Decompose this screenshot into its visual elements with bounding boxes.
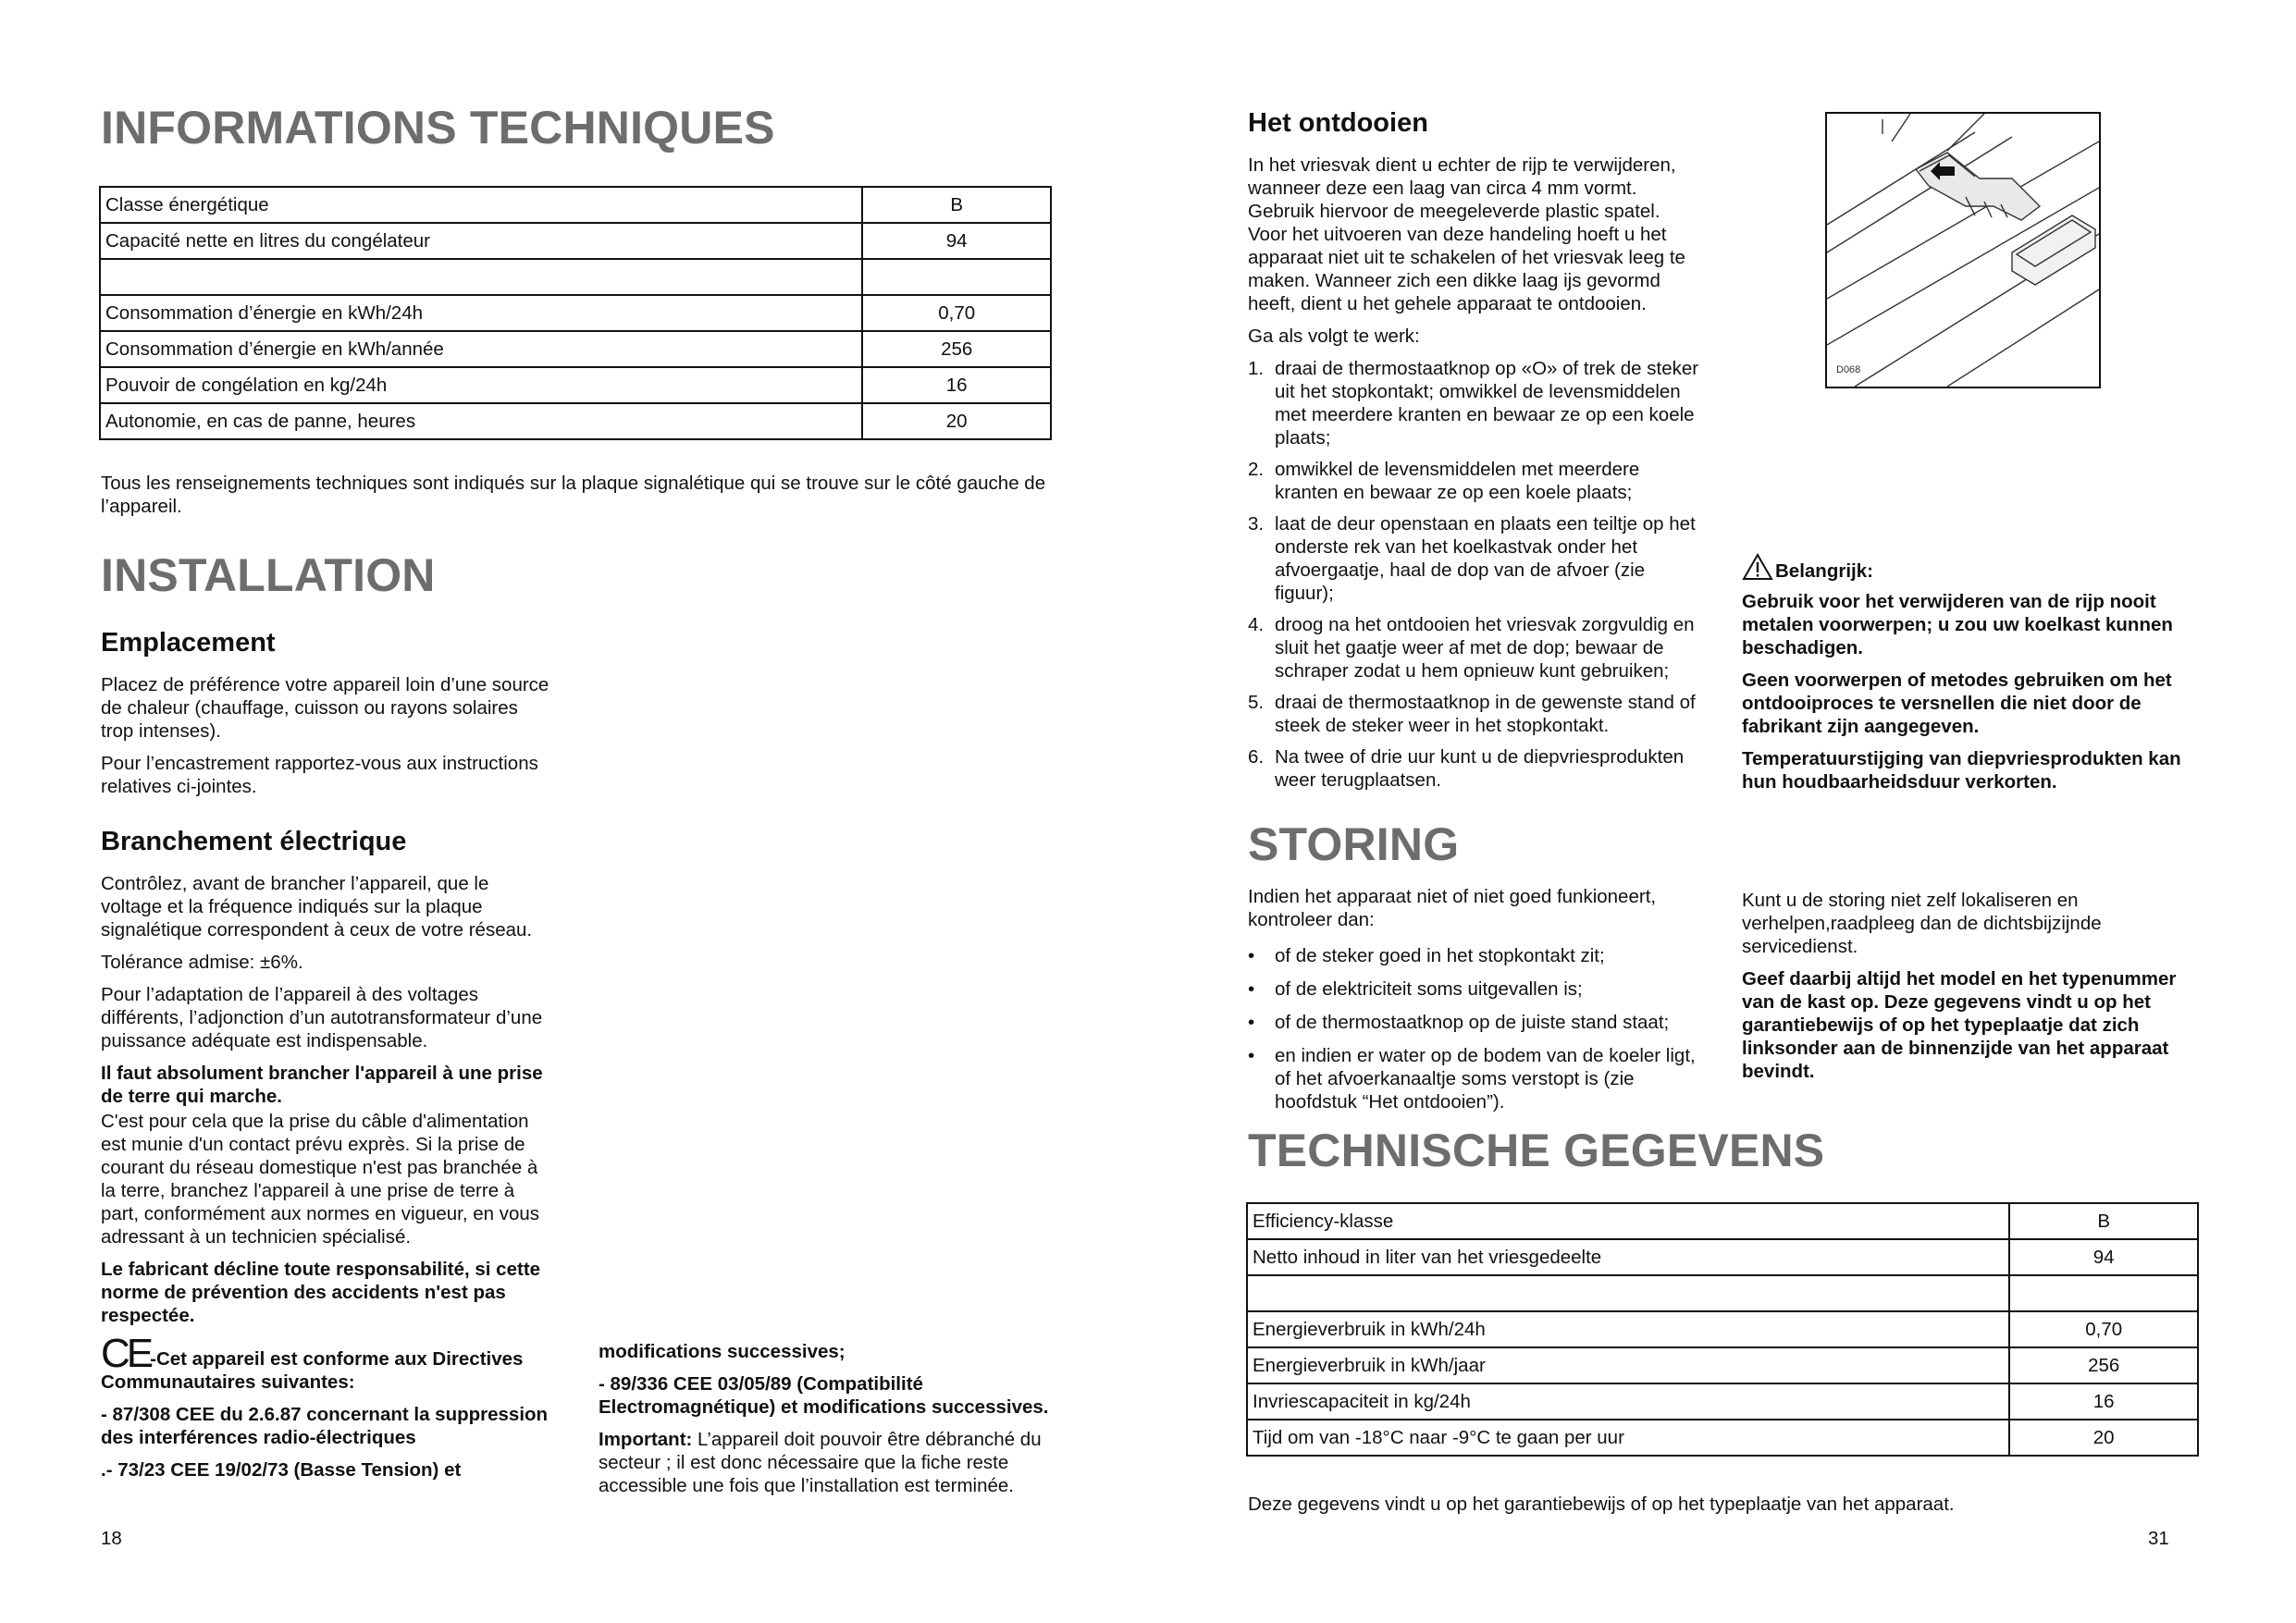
spec-value: [2009, 1275, 2198, 1311]
spec-value: 16: [862, 367, 1051, 403]
table-row: [100, 403, 1051, 439]
paragraph: Tolérance admise: ±6%.: [101, 951, 303, 973]
heading-technische-gegevens: TECHNISCHE GEGEVENS: [1248, 1125, 1825, 1176]
table-row: [100, 223, 1051, 259]
belangrijk-heading: [1742, 553, 2204, 586]
paragraph-bold: - 89/336 CEE 03/05/89 (Compatibilité Electromagnétique) et modifications successives.: [599, 1373, 1049, 1418]
paragraph-bold: .- 73/23 CEE 19/02/73 (Basse Tension) et: [101, 1458, 462, 1481]
spec-label: Efficiency-klasse: [1247, 1203, 2009, 1239]
nl-tech-note: Deze gegevens vindt u op het garantiebewijs of op het typeplaatje van het apparaat.: [1248, 1494, 1955, 1515]
table-row: [1247, 1420, 2198, 1456]
paragraph: C'est pour cela que la prise du câble d'alimentation est munie d'un contact prévu exprès. Si la prise de courant du réseau domestique n'est pas branchée à la terre, branchez l'appareil à une prise de terre à part, conformément aux normes en vigueur, en vous adressant à un technicien spécialisé.: [101, 1110, 540, 1248]
paragraph-bold: Il faut absolument brancher l'appareil à une prise de terre qui marche.: [101, 1062, 543, 1107]
table-row: [100, 187, 1051, 223]
spec-label: Invriescapaciteit in kg/24h: [1247, 1383, 2009, 1420]
bullet-text: en indien er water op de bodem van de koeler ligt, of het afvoerkanaaltje soms verstopt is (zie hoofdstuk “Het ontdooien”).: [1275, 1045, 1696, 1113]
paragraph-bold: Gebruik voor het verwijderen van de rijp nooit metalen voorwerpen; u zou uw koelkast kunnen beschadigen.: [1742, 591, 2173, 658]
paragraph-bold: Geef daarbij altijd het model en het typenummer van de kast op. Deze gegevens vindt u op het garantiebewijs of op het typeplaatje dat zich linksonder aan de binnenzijde van het apparaat bevindt.: [1742, 968, 2177, 1082]
spec-label: Classe énergétique: [100, 187, 862, 223]
spec-value: 20: [862, 403, 1051, 439]
step-number: 2.: [1248, 458, 1265, 480]
list-item: [1248, 944, 1701, 967]
fr-tech-table: [99, 186, 1052, 440]
ce-paragraph: [101, 1330, 554, 1394]
warning-icon: [1742, 553, 1773, 586]
spec-label: Energieverbruik in kWh/24h: [1247, 1311, 2009, 1347]
nl-belangrijk-column: [1742, 553, 2204, 803]
table-row: [100, 367, 1051, 403]
important-label: Important:: [599, 1429, 693, 1450]
table-row: [1247, 1383, 2198, 1420]
paragraph: Pour l’encastrement rapportez-vous aux instructions relatives ci-jointes.: [101, 752, 538, 797]
bullet-icon: •: [1248, 945, 1255, 966]
list-item: [1248, 357, 1701, 449]
fr-column-1: [101, 629, 554, 1491]
heading-emplacement: Emplacement: [101, 628, 276, 658]
paragraph-bold: - 87/308 CEE du 2.6.87 concernant la suppression des interférences radio-électriques: [101, 1403, 549, 1448]
list-item: [1248, 1011, 1701, 1034]
page-number-left: 18: [101, 1528, 122, 1549]
spec-value: 0,70: [862, 295, 1051, 331]
heading-branchement-electrique: Branchement électrique: [101, 826, 407, 856]
list-item: [1248, 613, 1701, 682]
heading-het-ontdooien: Het ontdooien: [1248, 108, 1428, 138]
defrost-illustration: [1825, 112, 2101, 388]
step-text: droog na het ontdooien het vriesvak zorgvuldig en sluit het gaatje weer af met de dop; bewaar de schraper zodat u hem opnieuw kunt gebruiken;: [1275, 613, 1695, 682]
list-item: [1248, 512, 1701, 605]
list-item: [1248, 977, 1701, 1001]
spec-label: Netto inhoud in liter van het vriesgedeelte: [1247, 1239, 2009, 1275]
bullet-text: of de thermostaatknop op de juiste stand staat;: [1275, 1012, 1670, 1033]
spec-value: B: [862, 187, 1051, 223]
ce-text: -Cet appareil est conforme aux Directives Communautaires suivantes:: [101, 1347, 524, 1393]
spec-label: Consommation d’énergie en kWh/année: [100, 331, 862, 367]
spec-value: 94: [862, 223, 1051, 259]
step-text: Na twee of drie uur kunt u de diepvriesprodukten weer terugplaatsen.: [1275, 745, 1685, 791]
paragraph: In het vriesvak dient u echter de rijp te verwijderen, wanneer deze een laag van circa 4 mm vormt. Gebruik hiervoor de meegeleverde plastic spatel. Voor het uitvoeren van deze handeling hoeft u het apparaat niet uit te schakelen of het vriesvak leeg te maken. Wanneer zich een dikke laag ijs gevormd heeft, dient u het gehele apparaat te ontdooien.: [1248, 154, 1685, 314]
paragraph-bold: Temperatuurstijging van diepvriesprodukten kan hun houdbaarheidsduur verkorten.: [1742, 748, 2181, 793]
spec-label: Tijd om van -18°C naar -9°C te gaan per uur: [1247, 1420, 2009, 1456]
step-text: draai de thermostaatknop op «O» of trek de steker uit het stopkontakt; omwikkel de levensmiddelen met meerdere kranten en bewaar ze op een koele plaats;: [1275, 357, 1699, 449]
figure-code: D068: [1836, 364, 1861, 375]
spec-value: 256: [862, 331, 1051, 367]
paragraph: Indien het apparaat niet of niet goed funkioneert, kontroleer dan:: [1248, 886, 1657, 930]
step-number: 4.: [1248, 613, 1265, 635]
belangrijk-label: Belangrijk:: [1775, 560, 1873, 582]
spec-label: [100, 259, 862, 295]
table-row: [1247, 1347, 2198, 1383]
bullet-text: of de elektriciteit soms uitgevallen is;: [1275, 978, 1583, 1000]
paragraph: Kunt u de storing niet zelf lokaliseren en verhelpen,raadpleeg dan de dichtsbijzijnde servicedienst.: [1742, 890, 2102, 957]
bullet-icon: •: [1248, 978, 1255, 1000]
spec-label: Autonomie, en cas de panne, heures: [100, 403, 862, 439]
scraper-illustration-icon: [1827, 114, 2099, 387]
bullet-icon: •: [1248, 1045, 1255, 1066]
heading-installation: INSTALLATION: [101, 549, 436, 601]
storing-checklist: [1248, 944, 1701, 1113]
important-paragraph: [599, 1428, 1052, 1497]
nl-tech-table: [1246, 1202, 2199, 1457]
spec-value: 0,70: [2009, 1311, 2198, 1347]
paragraph-bold: modifications successives;: [599, 1341, 846, 1362]
paragraph: Placez de préférence votre appareil loin d’une source de chaleur (chauffage, cuisson ou rayons solaires trop intenses).: [101, 673, 549, 742]
heading-informations-techniques: INFORMATIONS TECHNIQUES: [101, 102, 775, 154]
table-row: [1247, 1203, 2198, 1239]
table-row: [1247, 1275, 2198, 1311]
spec-value: B: [2009, 1203, 2198, 1239]
spec-label: Energieverbruik in kWh/jaar: [1247, 1347, 2009, 1383]
important-text: L’appareil doit pouvoir être débranché du secteur ; il est donc nécessaire que la fiche reste accessible une fois que l’installation est terminée.: [599, 1429, 1042, 1496]
ce-mark-icon: CE: [101, 1330, 151, 1376]
list-item: [1248, 1044, 1701, 1113]
table-row: [1247, 1311, 2198, 1347]
step-text: laat de deur openstaan en plaats een teiltje op het onderste rek van het koelkastvak onder het afvoergaatje, haal de dop van de afvoer (zie figuur);: [1275, 512, 1696, 604]
spec-label: [1247, 1275, 2009, 1311]
nl-storing-column-2: [1742, 889, 2204, 1092]
bullet-icon: •: [1248, 1012, 1255, 1033]
spec-value: [862, 259, 1051, 295]
paragraph-bold: Le fabricant décline toute responsabilité, si cette norme de prévention des accidents n'est pas respectée.: [101, 1258, 541, 1326]
table-row: [100, 331, 1051, 367]
step-text: draai de thermostaatknop in de gewenste stand of steek de steker weer in het stopkontakt.: [1275, 691, 1696, 736]
spec-value: 20: [2009, 1420, 2198, 1456]
nl-ontdooien-column: [1248, 109, 1701, 800]
paragraph: Contrôlez, avant de brancher l’appareil, que le voltage et la fréquence indiqués sur la plaque signalétique correspondent à ceux de votre réseau.: [101, 872, 533, 941]
spec-label: Pouvoir de congélation en kg/24h: [100, 367, 862, 403]
list-item: [1248, 745, 1701, 792]
heading-storing: STORING: [1248, 818, 1460, 870]
table-row: [100, 259, 1051, 295]
spec-value: 94: [2009, 1239, 2198, 1275]
paragraph: Ga als volgt te werk:: [1248, 325, 1420, 347]
paragraph-bold: Geen voorwerpen of metodes gebruiken om het ontdooiproces te versnellen die niet door de fabrikant zijn aangegeven.: [1742, 670, 2172, 737]
spec-value: 16: [2009, 1383, 2198, 1420]
spec-value: 256: [2009, 1347, 2198, 1383]
list-item: [1248, 691, 1701, 737]
step-number: 5.: [1248, 691, 1265, 713]
bullet-text: of de steker goed in het stopkontakt zit;: [1275, 945, 1605, 966]
defrost-steps-list: [1248, 357, 1701, 792]
step-text: omwikkel de levensmiddelen met meerdere kranten en bewaar ze op een koele plaats;: [1275, 458, 1640, 503]
nl-storing-column-1: [1248, 885, 1701, 1124]
paragraph: Pour l’adaptation de l’appareil à des voltages différents, l’adjonction d’un autotransformateur d’une puissance adéquate est indispensable.: [101, 983, 543, 1051]
table-row: [100, 295, 1051, 331]
page-number-right: 31: [2148, 1528, 2169, 1549]
table-row: [1247, 1239, 2198, 1275]
step-number: 3.: [1248, 512, 1265, 535]
spec-label: Capacité nette en litres du congélateur: [100, 223, 862, 259]
fr-column-2: [599, 1340, 1052, 1506]
list-item: [1248, 458, 1701, 504]
step-number: 1.: [1248, 357, 1265, 379]
spec-label: Consommation d’énergie en kWh/24h: [100, 295, 862, 331]
fr-tech-note: Tous les renseignements techniques sont indiqués sur la plaque signalétique qui se trouve sur le côté gauche de l’appareil.: [101, 473, 1046, 517]
step-number: 6.: [1248, 745, 1265, 768]
